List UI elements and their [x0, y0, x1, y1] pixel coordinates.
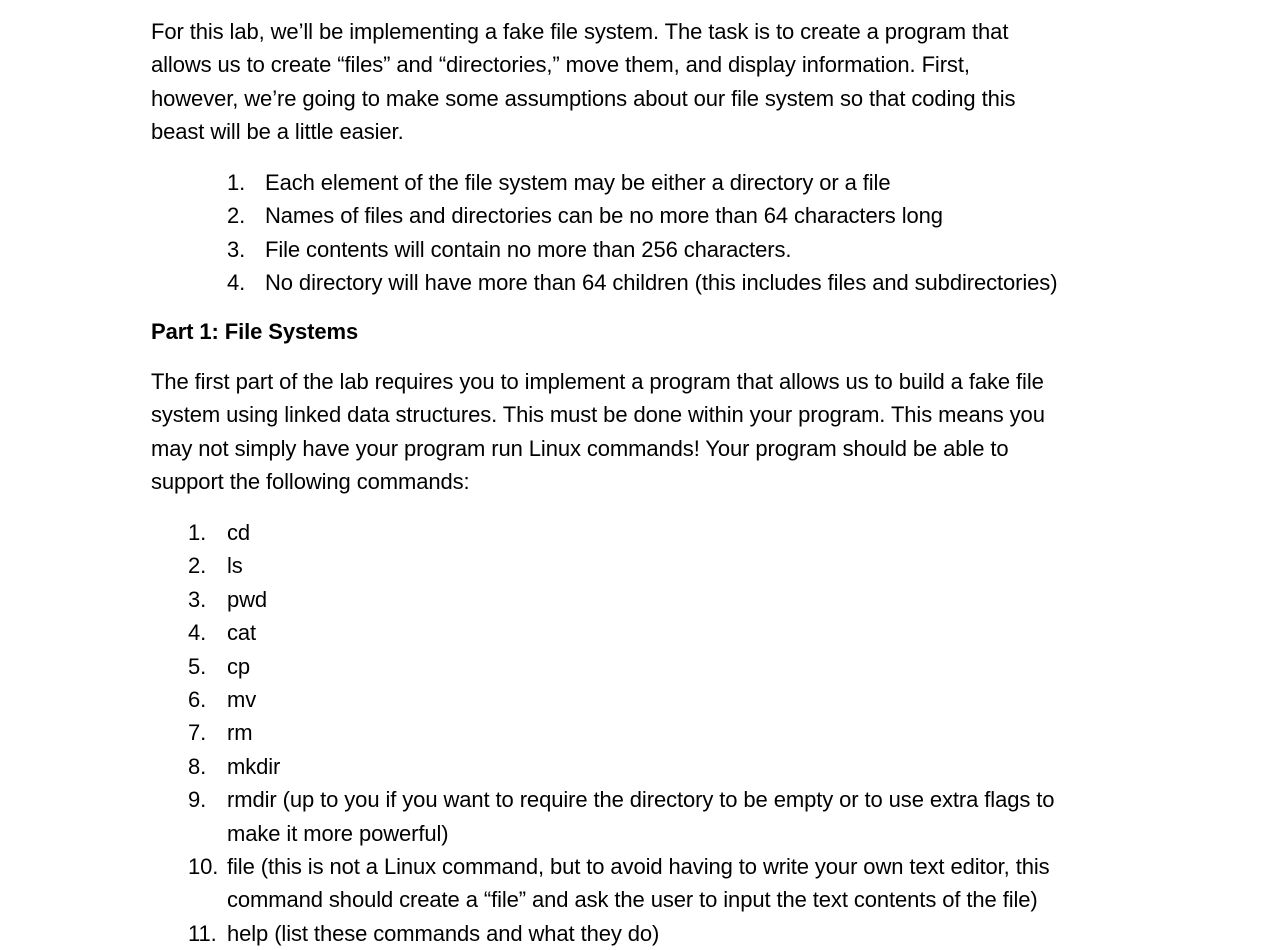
command-item-rm	[188, 716, 1054, 749]
command-line: rm	[227, 720, 253, 746]
command-item-ls	[188, 549, 1054, 582]
assumption-text: Names of files and directories can be no more than 64 characters long	[265, 203, 943, 229]
command-text	[227, 683, 1054, 716]
command-item-help	[188, 917, 1054, 950]
command-text	[227, 650, 1054, 683]
command-line: mkdir	[227, 753, 281, 779]
list-number: 3.	[227, 236, 246, 262]
list-number: 3.	[188, 586, 207, 612]
list-number: 4.	[188, 620, 207, 646]
assumption-text: Each element of the file system may be either a directory or a file	[265, 170, 891, 195]
assumption-text: File contents will contain no more than 256 characters.	[265, 236, 792, 262]
assumptions-list	[227, 166, 1057, 300]
command-text	[227, 750, 1054, 783]
commands-list	[188, 516, 1054, 950]
command-line: mv	[227, 686, 257, 712]
command-line: rmdir (up to you if you want to require the directory to be empty or to use extra flags to	[227, 787, 1055, 813]
assumption-item	[227, 266, 1057, 299]
command-item-mkdir	[188, 750, 1054, 783]
command-text	[227, 783, 1054, 850]
command-line: ls	[227, 553, 243, 579]
assumption-item	[227, 199, 1057, 232]
command-item-pwd	[188, 583, 1054, 616]
command-item-mv	[188, 683, 1054, 716]
list-number: 2.	[227, 203, 246, 229]
list-number: 8.	[188, 753, 207, 779]
intro-line: For this lab, we’ll be implementing a fake file system. The task is to create a program that	[151, 19, 1009, 44]
assumption-text: No directory will have more than 64 children (this includes files and subdirectories)	[265, 270, 1058, 296]
command-item-rmdir	[188, 783, 1054, 850]
part1-line: system using linked data structures. This must be done within your program. This means you	[151, 402, 1045, 428]
part1-heading: Part 1: File Systems	[151, 319, 359, 344]
list-number: 11.	[188, 920, 217, 946]
list-number: 1.	[188, 520, 207, 545]
command-text	[227, 583, 1054, 616]
command-line: command should create a “file” and ask the user to input the text contents of the file)	[227, 887, 1038, 913]
command-item-cp	[188, 650, 1054, 683]
command-text	[227, 716, 1054, 749]
command-line: cd	[227, 520, 251, 545]
list-number: 1.	[227, 170, 246, 195]
list-number: 6.	[188, 686, 207, 712]
command-text	[227, 516, 1054, 549]
list-number: 4.	[227, 270, 246, 296]
command-item-cd	[188, 516, 1054, 549]
command-line: cp	[227, 653, 251, 679]
command-text	[227, 549, 1054, 582]
part1-line: support the following commands:	[151, 469, 470, 495]
list-number: 10.	[188, 853, 219, 879]
list-number: 9.	[188, 787, 207, 813]
command-item-cat	[188, 616, 1054, 649]
assumption-item	[227, 166, 1057, 199]
intro-line: however, we’re going to make some assumptions about our file system so that coding this	[151, 85, 1016, 111]
command-text	[227, 850, 1054, 917]
part1-paragraph	[151, 365, 1151, 499]
intro-line: allows us to create “files” and “directories,” move them, and display information. First,	[151, 52, 970, 78]
command-text	[227, 616, 1054, 649]
assumption-item	[227, 233, 1057, 266]
command-line: pwd	[227, 586, 268, 612]
intro-paragraph	[151, 15, 1151, 149]
command-line: cat	[227, 620, 257, 646]
part1-line: may not simply have your program run Linux commands! Your program should be able to	[151, 435, 1009, 461]
command-line: make it more powerful)	[227, 820, 449, 846]
command-line: help (list these commands and what they do)	[227, 920, 660, 946]
command-line: file (this is not a Linux command, but to avoid having to write your own text editor, this	[227, 853, 1050, 879]
intro-line: beast will be a little easier.	[151, 119, 404, 145]
part1-line: The first part of the lab requires you to implement a program that allows us to build a fake file	[151, 369, 1044, 394]
command-text	[227, 917, 1054, 950]
list-number: 5.	[188, 653, 207, 679]
list-number: 2.	[188, 553, 207, 579]
list-number: 7.	[188, 720, 207, 746]
command-item-file	[188, 850, 1054, 917]
